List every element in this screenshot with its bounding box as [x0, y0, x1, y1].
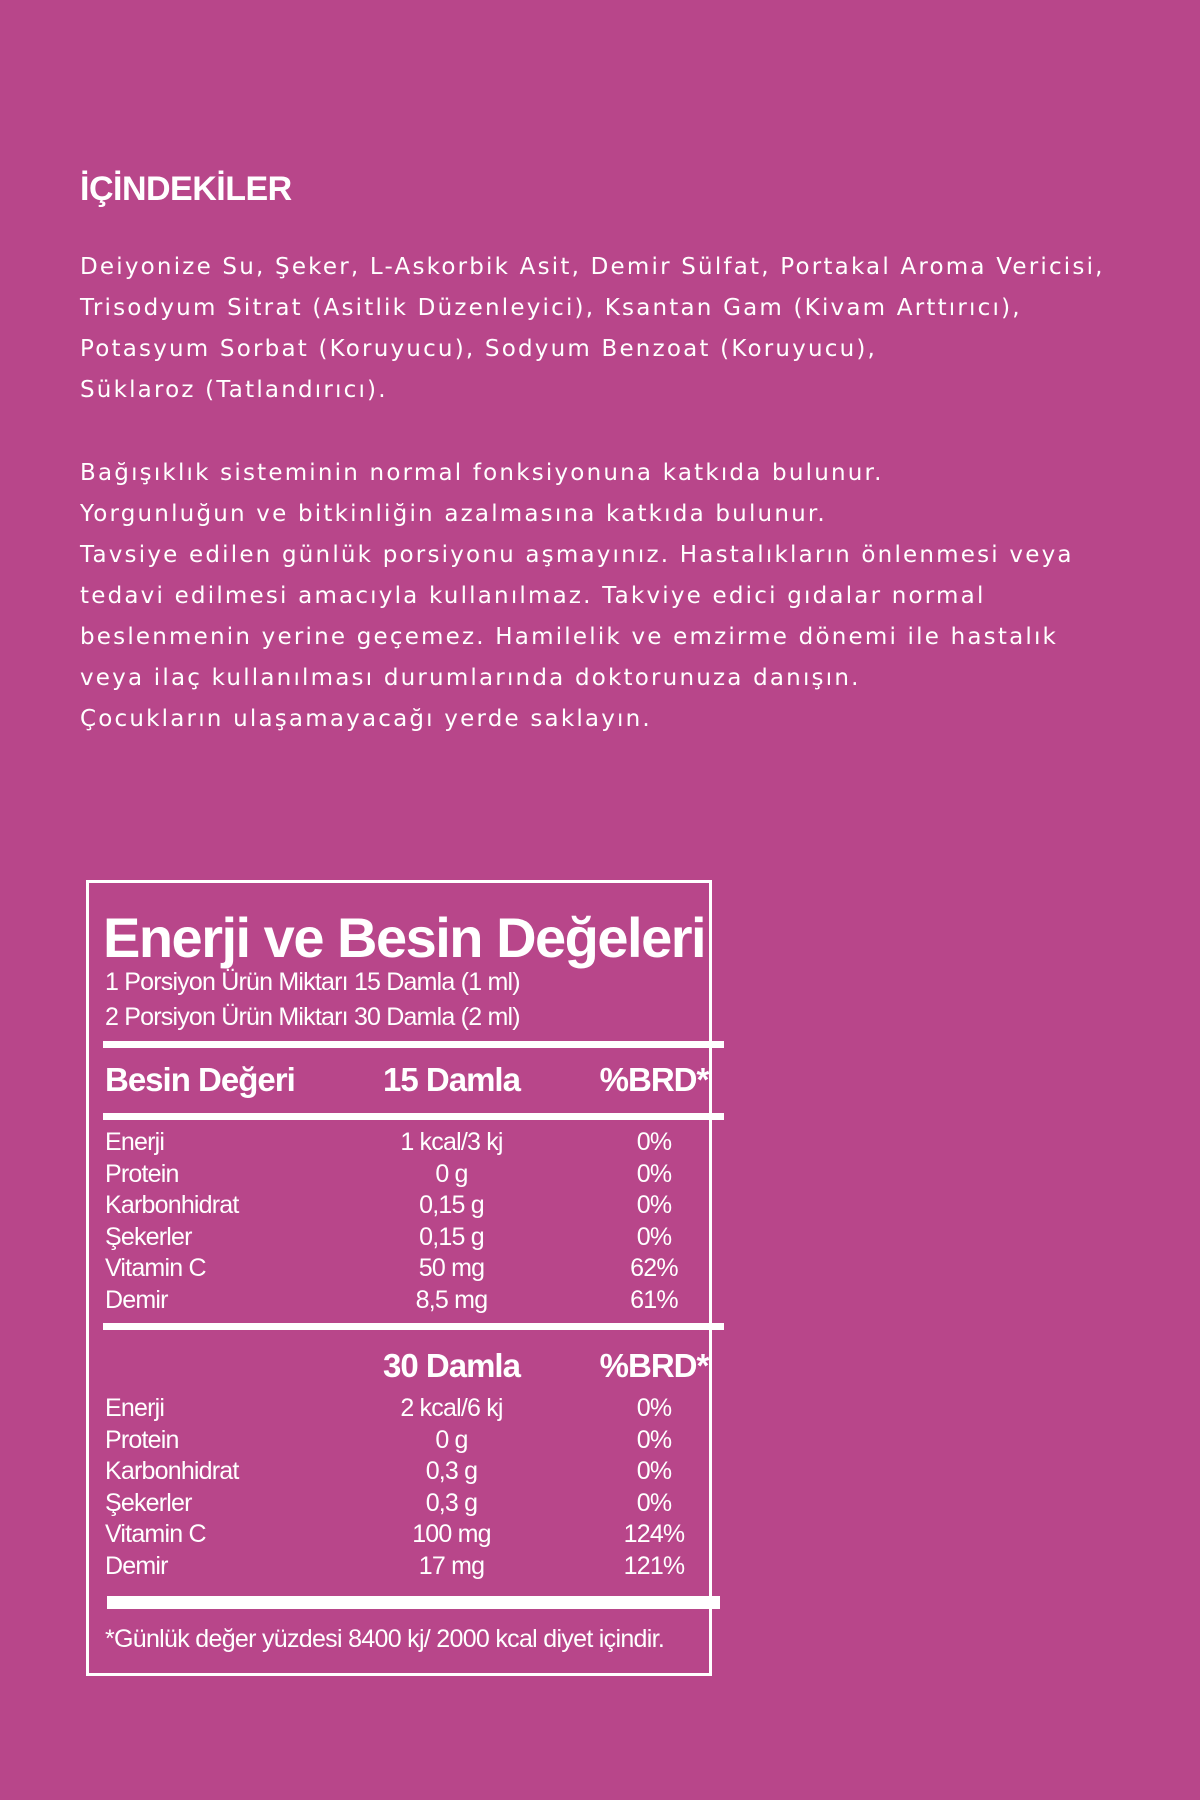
ingredients-line: Deiyonize Su, Şeker, L-Askorbik Asit, Demir Sülfat, Portakal Aroma Vericisi,	[80, 254, 1105, 280]
info-line: Bağışıklık sisteminin normal fonksiyonuna katkıda bulunur.	[80, 460, 884, 486]
info-line: beslenmenin yerine geçemez. Hamilelik ve emzirme dönemi ile hastalık	[80, 624, 1059, 650]
nutrient-amount: 100 mg	[412, 1520, 491, 1549]
nutrient-name: Karbonhidrat	[105, 1191, 239, 1220]
nutrient-amount: 17 mg	[418, 1551, 485, 1580]
header-amount-15: 15 Damla	[383, 1061, 520, 1098]
nutrient-brd: 121%	[623, 1551, 685, 1580]
table-row	[105, 1488, 715, 1520]
nutrient-table-15	[105, 1127, 715, 1317]
ingredients-heading: İÇİNDEKİLER	[80, 170, 292, 208]
serving-size-1: 1 Porsiyon Ürün Miktarı 15 Damla (1 ml)	[105, 968, 520, 996]
header-amount-30: 30 Damla	[383, 1347, 520, 1384]
serving-size-2: 2 Porsiyon Ürün Miktarı 30 Damla (2 ml)	[105, 1003, 520, 1031]
header-brd-30: %BRD*	[599, 1347, 709, 1384]
nutrient-name: Demir	[105, 1285, 168, 1314]
nutrient-amount: 50 mg	[418, 1254, 485, 1283]
nutrient-brd: 0%	[636, 1222, 672, 1251]
nutrient-name: Vitamin C	[105, 1520, 206, 1549]
ingredients-line: Trisodyum Sitrat (Asitlik Düzenleyici), Ksantan Gam (Kivam Arttırıcı),	[80, 295, 1022, 321]
nutrient-name: Karbonhidrat	[105, 1457, 239, 1486]
nutrient-brd: 0%	[636, 1128, 672, 1156]
nutrient-name: Vitamin C	[105, 1254, 206, 1283]
nutrient-name: Enerji	[105, 1128, 165, 1156]
info-line: veya ilaç kullanılması durumlarında doktorunuza danışın.	[80, 665, 861, 691]
health-info-text	[80, 453, 1074, 740]
nutrient-brd: 0%	[636, 1425, 672, 1454]
nutrient-amount: 0 g	[435, 1425, 468, 1454]
nutrient-amount: 8,5 mg	[415, 1285, 488, 1314]
nutrition-facts-label	[86, 880, 712, 1676]
nutrient-amount: 0 g	[435, 1159, 468, 1188]
divider	[103, 1041, 724, 1048]
table-row	[105, 1285, 715, 1317]
nutrient-brd: 62%	[630, 1254, 678, 1283]
nutrient-amount: 0,3 g	[425, 1488, 478, 1517]
nutrient-brd: 0%	[636, 1488, 672, 1517]
nutrient-amount: 0,3 g	[425, 1457, 478, 1486]
info-line: Yorgunluğun ve bitkinliğin azalmasına katkıda bulunur.	[80, 501, 827, 527]
nutrient-name: Protein	[105, 1425, 179, 1454]
table-row	[105, 1425, 715, 1457]
info-line: tedavi edilmesi amacıyla kullanılmaz. Takviye edici gıdalar normal	[80, 583, 986, 609]
nutrient-brd: 61%	[630, 1285, 678, 1314]
nutrient-amount: 2 kcal/6 kj	[400, 1394, 503, 1422]
table-row	[105, 1253, 715, 1285]
divider	[103, 1113, 724, 1120]
nutrient-name: Demir	[105, 1551, 168, 1580]
nutrient-brd: 0%	[636, 1159, 672, 1188]
nutrient-name: Protein	[105, 1159, 179, 1188]
nutrient-brd: 0%	[636, 1191, 672, 1220]
table-row	[105, 1190, 715, 1222]
ingredients-line: Potasyum Sorbat (Koruyucu), Sodyum Benzoat (Koruyucu),	[80, 336, 878, 362]
nutrient-amount: 0,15 g	[419, 1191, 484, 1220]
table-row	[105, 1456, 715, 1488]
nutrition-title: Enerji ve Besin Değeleri	[103, 906, 706, 969]
header-nutrient: Besin Değeri	[105, 1061, 295, 1098]
nutrient-name: Enerji	[105, 1394, 165, 1422]
nutrient-brd: 0%	[636, 1394, 672, 1422]
ingredients-text	[80, 247, 1105, 411]
table-row	[105, 1551, 715, 1583]
table-row	[105, 1159, 715, 1191]
divider	[103, 1323, 724, 1330]
nutrient-table-30	[105, 1393, 715, 1583]
nutrient-name: Şekerler	[105, 1488, 192, 1517]
nutrient-amount: 1 kcal/3 kj	[400, 1128, 503, 1156]
table-row	[105, 1393, 715, 1425]
table-row	[105, 1127, 715, 1159]
footnote: *Günlük değer yüzdesi 8400 kj/ 2000 kcal diyet içindir.	[105, 1625, 665, 1653]
nutrient-amount: 0,15 g	[419, 1222, 484, 1251]
nutrient-name: Şekerler	[105, 1222, 192, 1251]
nutrient-brd: 124%	[623, 1520, 685, 1549]
info-line: Tavsiye edilen günlük porsiyonu aşmayınız. Hastalıkların önlenmesi veya	[80, 542, 1074, 568]
table-row	[105, 1222, 715, 1254]
nutrient-brd: 0%	[636, 1457, 672, 1486]
header-brd-15: %BRD*	[599, 1061, 709, 1098]
ingredients-line: Süklaroz (Tatlandırıcı).	[80, 377, 388, 403]
divider	[107, 1596, 720, 1609]
table-row	[105, 1519, 715, 1551]
info-line: Çocukların ulaşamayacağı yerde saklayın.	[80, 706, 652, 732]
